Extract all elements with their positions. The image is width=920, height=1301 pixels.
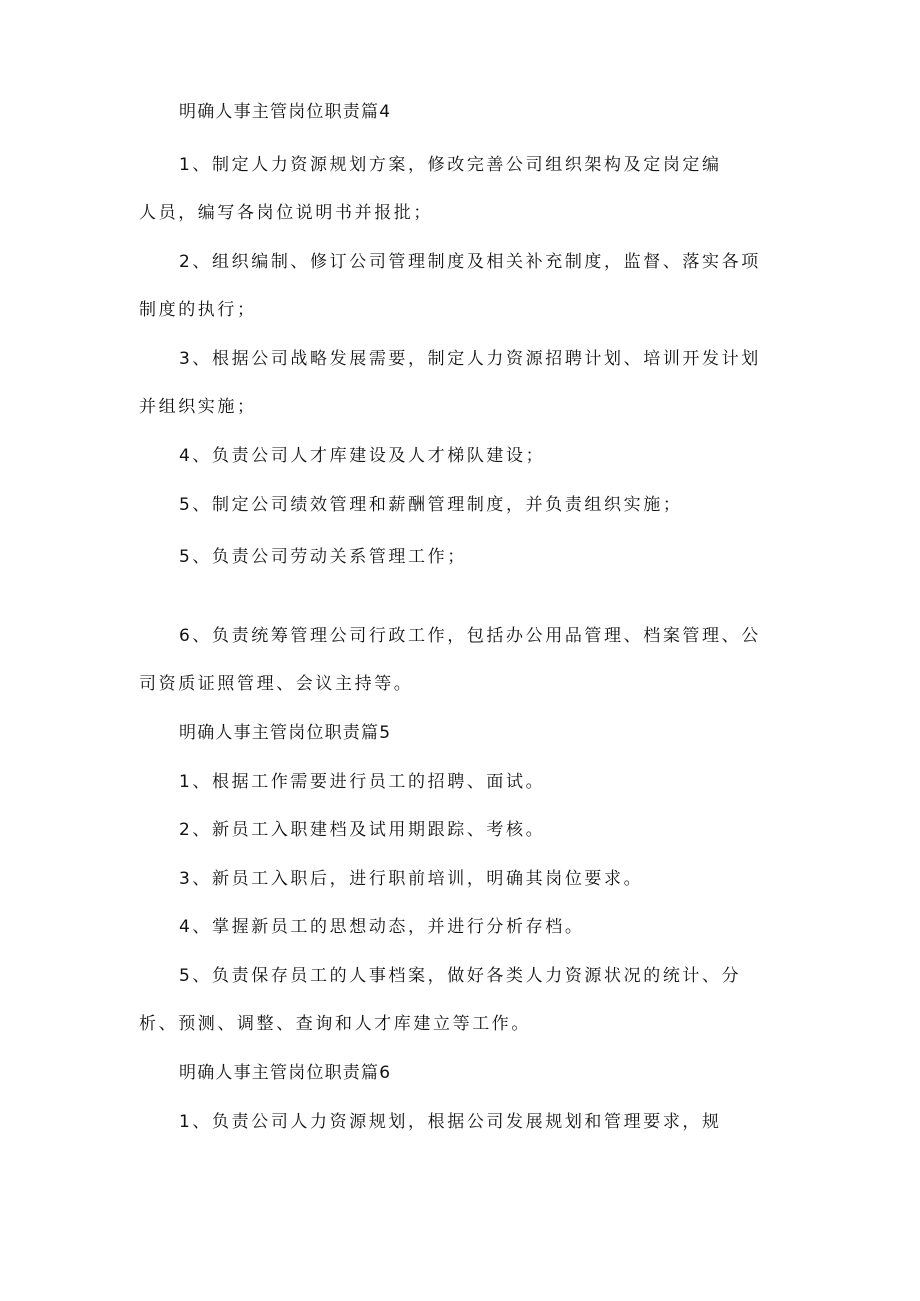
paragraph-line: 5、负责公司劳动关系管理工作；	[179, 547, 467, 567]
paragraph-line: 6、负责统筹管理公司行政工作，包括办公用品管理、档案管理、公	[179, 626, 761, 646]
paragraph-line: 5、负责保存员工的人事档案，做好各类人力资源状况的统计、分	[179, 966, 742, 986]
paragraph-line: 制度的执行；	[139, 300, 257, 320]
section-heading-5: 明确人事主管岗位职责篇5	[179, 723, 392, 743]
paragraph-line: 并组织实施；	[139, 397, 257, 417]
paragraph-line: 5、制定公司绩效管理和薪酬管理制度，并负责组织实施；	[179, 495, 683, 515]
paragraph-line: 4、负责公司人才库建设及人才梯队建设；	[179, 446, 546, 466]
paragraph-line: 3、新员工入职后，进行职前培训，明确其岗位要求。	[179, 869, 644, 889]
paragraph-line: 司资质证照管理、会议主持等。	[139, 674, 414, 694]
paragraph-line: 3、根据公司战略发展需要，制定人力资源招聘计划、培训开发计划	[179, 349, 761, 369]
section-heading-4: 明确人事主管岗位职责篇4	[179, 102, 392, 122]
paragraph-line: 1、制定人力资源规划方案，修改完善公司组织架构及定岗定编	[179, 155, 722, 175]
paragraph-line: 2、组织编制、修订公司管理制度及相关补充制度，监督、落实各项	[179, 252, 761, 272]
paragraph-line: 4、掌握新员工的思想动态，并进行分析存档。	[179, 917, 585, 937]
paragraph-line: 1、根据工作需要进行员工的招聘、面试。	[179, 772, 546, 792]
paragraph-line: 2、新员工入职建档及试用期跟踪、考核。	[179, 820, 546, 840]
paragraph-line: 1、负责公司人力资源规划，根据公司发展规划和管理要求，规	[179, 1112, 722, 1132]
paragraph-line: 析、预测、调整、查询和人才库建立等工作。	[139, 1014, 531, 1034]
section-heading-6: 明确人事主管岗位职责篇6	[179, 1063, 392, 1083]
paragraph-line: 人员，编写各岗位说明书并报批；	[139, 203, 433, 223]
